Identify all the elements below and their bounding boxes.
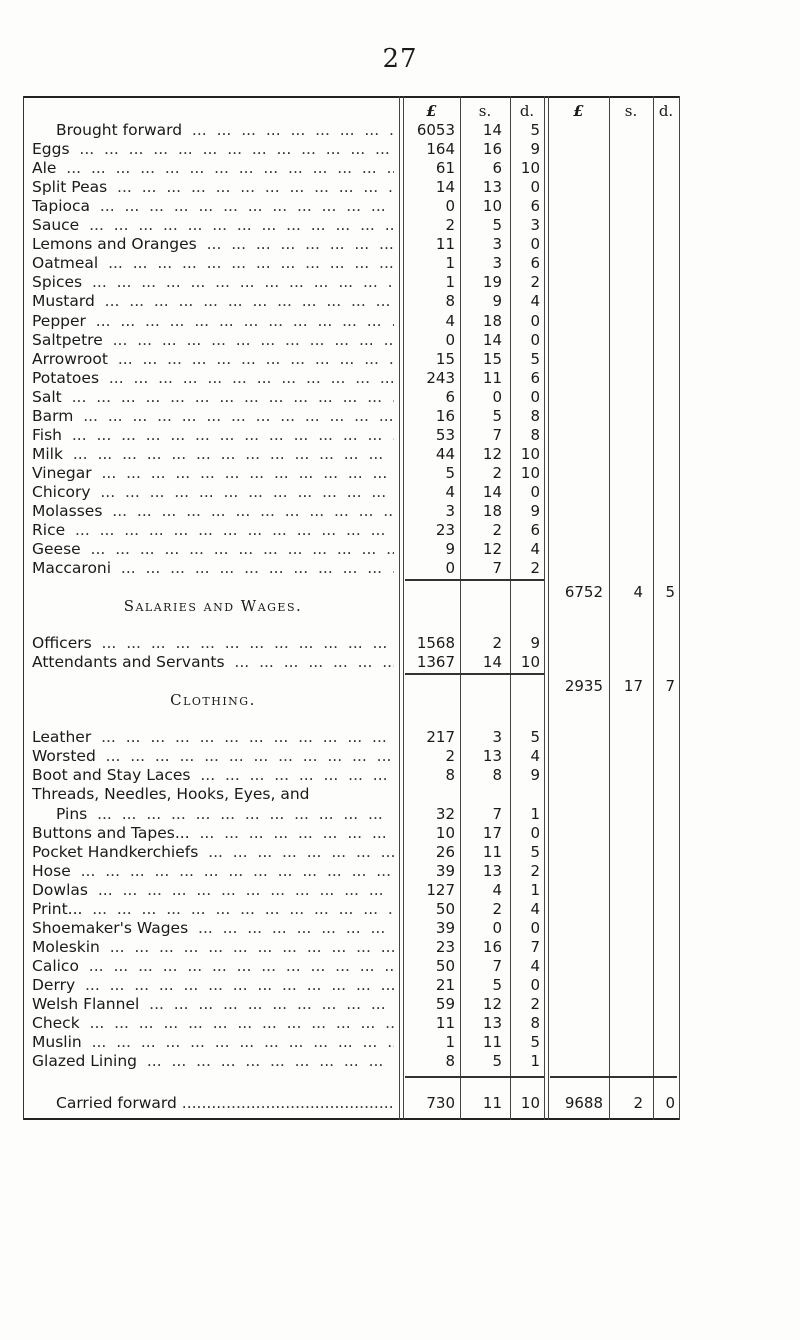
provisions-total-pence: 5 [665, 583, 675, 602]
salary-pence: 9 [530, 634, 540, 653]
carried-forward-total-shillings: 2 [633, 1094, 643, 1113]
provision-shillings: 13 [482, 178, 502, 197]
clothing-label: Leather ... [32, 728, 394, 746]
brought-forward-shillings: 14 [482, 121, 502, 139]
provision-pence: 9 [530, 502, 540, 520]
provision-shillings: 18 [482, 311, 502, 330]
clothing-label: Calico ... [32, 957, 394, 975]
header-pence-right: d. [658, 102, 674, 120]
provision-label: Vinegar ... [32, 464, 394, 482]
provision-pence: 0 [530, 178, 540, 197]
carried-forward-sub-shillings: 11 [482, 1094, 502, 1113]
provision-shillings: 3 [492, 235, 502, 254]
provision-pence: 0 [530, 387, 540, 406]
provision-shillings: 5 [492, 406, 502, 425]
provision-label: Fish ... [32, 426, 394, 444]
provision-pence: 6 [530, 254, 540, 273]
clothing-pounds: 8 [445, 1052, 455, 1071]
salaries-subtotal-rule [405, 673, 544, 675]
provision-pounds: 4 [445, 311, 455, 330]
provisions-total-shillings: 4 [633, 583, 643, 602]
header-pence-left: d. [519, 102, 535, 120]
provision-pence: 0 [530, 311, 540, 330]
provision-shillings: 6 [492, 159, 502, 178]
salary-shillings: 14 [482, 653, 502, 672]
salaries-heading: Salaries and Wages. [123, 597, 303, 616]
provision-pence: 8 [530, 425, 540, 444]
provision-pounds: 1 [445, 254, 455, 273]
clothing-pounds: 11 [435, 1014, 455, 1033]
provision-pence: 6 [530, 368, 540, 387]
clothing-label: Glazed Lining ... [32, 1052, 394, 1070]
provision-label: Rice ... [32, 521, 394, 539]
provision-label: Saltpetre ... [32, 331, 394, 349]
clothing-label: Shoemaker's Wages ... [32, 919, 394, 937]
provision-label: Barm ... [32, 407, 394, 425]
provision-pounds: 1 [445, 273, 455, 292]
salary-pence: 10 [520, 653, 540, 672]
provision-pence: 4 [530, 292, 540, 311]
provision-shillings: 18 [482, 502, 502, 520]
clothing-shillings: 5 [492, 975, 502, 994]
provision-pounds: 0 [445, 197, 455, 216]
clothing-label: Print... ... [32, 900, 394, 918]
provision-label: Lemons and Oranges ... [32, 235, 394, 253]
provision-pounds: 53 [435, 425, 455, 444]
clothing-shillings: 8 [492, 766, 502, 785]
carried-forward-total-pence: 0 [665, 1094, 675, 1113]
clothing-shillings: 0 [492, 918, 502, 937]
clothing-label: Welsh Flannel ... [32, 995, 394, 1013]
clothing-pence: 2 [530, 861, 540, 880]
provision-shillings: 12 [482, 444, 502, 463]
provision-shillings: 12 [482, 540, 502, 559]
provision-pence: 4 [530, 540, 540, 559]
brought-forward-label: Brought forward ... [56, 121, 394, 139]
clothing-shillings: 16 [482, 937, 502, 956]
header-shillings-right: s. [624, 102, 638, 120]
col-rule-right [679, 96, 680, 1120]
provision-pence: 5 [530, 349, 540, 368]
clothing-label: Buttons and Tapes... ... [32, 824, 394, 842]
clothing-pence: 8 [530, 1014, 540, 1033]
clothing-pounds: 21 [435, 975, 455, 994]
provision-pounds: 44 [435, 444, 455, 463]
header-pounds-left: £ [426, 102, 437, 120]
provision-shillings: 16 [482, 140, 502, 159]
clothing-pounds: 1 [445, 1033, 455, 1052]
clothing-pence: 4 [530, 899, 540, 918]
clothing-pounds: 39 [435, 861, 455, 880]
clothing-shillings: 3 [492, 728, 502, 747]
clothing-shillings: 7 [492, 804, 502, 823]
clothing-shillings: 13 [482, 1014, 502, 1033]
provision-pounds: 0 [445, 559, 455, 578]
provision-pounds: 3 [445, 502, 455, 520]
clothing-label: Derry ... [32, 976, 394, 994]
provision-shillings: 10 [482, 197, 502, 216]
header-pounds-right: £ [573, 102, 584, 120]
clothing-shillings: 5 [492, 1052, 502, 1071]
clothing-pence: 9 [530, 766, 540, 785]
provision-pounds: 15 [435, 349, 455, 368]
clothing-shillings: 17 [482, 823, 502, 842]
provision-pence: 0 [530, 482, 540, 501]
carried-forward-total-pounds: 9688 [564, 1094, 603, 1113]
salaries-total-pence: 7 [665, 677, 675, 696]
table-top-rule [23, 96, 680, 98]
salaries-total-pounds: 2935 [564, 677, 603, 696]
provision-pence: 2 [530, 273, 540, 292]
col-rule-pence [544, 96, 545, 1120]
provision-pounds: 243 [426, 368, 455, 387]
provision-shillings: 3 [492, 254, 502, 273]
clothing-label: Moleskin ... [32, 938, 394, 956]
clothing-pence: 0 [530, 823, 540, 842]
provision-shillings: 19 [482, 273, 502, 292]
provision-label: Chicory ... [32, 483, 394, 501]
clothing-pence: 5 [530, 728, 540, 747]
salary-label: Attendants and Servants ... [32, 653, 394, 671]
provision-label: Split Peas ... [32, 178, 394, 196]
provision-shillings: 7 [492, 425, 502, 444]
provision-pounds: 164 [426, 140, 455, 159]
clothing-pence: 2 [530, 995, 540, 1013]
provision-shillings: 9 [492, 292, 502, 311]
provision-label: Tapioca ... [32, 197, 394, 215]
provision-label: Potatoes ... [32, 369, 394, 387]
clothing-pence: 4 [530, 956, 540, 975]
clothing-shillings: 13 [482, 747, 502, 766]
clothing-shillings: 11 [482, 842, 502, 861]
provision-label: Mustard ... [32, 292, 394, 310]
provision-label: Spices ... [32, 273, 394, 291]
provision-pence: 10 [520, 463, 540, 482]
provision-label: Eggs ... [32, 140, 394, 158]
provision-pounds: 11 [435, 235, 455, 254]
clothing-pounds: 26 [435, 842, 455, 861]
provision-label: Geese ... [32, 540, 394, 558]
provision-shillings: 2 [492, 521, 502, 540]
provision-pounds: 16 [435, 406, 455, 425]
provision-pence: 0 [530, 330, 540, 349]
salaries-total-shillings: 17 [623, 677, 643, 696]
clothing-pence: 4 [530, 747, 540, 766]
clothing-pounds: 217 [426, 728, 455, 747]
provision-pence: 3 [530, 216, 540, 235]
provision-pence: 0 [530, 235, 540, 254]
clothing-pounds: 10 [435, 823, 455, 842]
provision-shillings: 14 [482, 482, 502, 501]
provision-shillings: 5 [492, 216, 502, 235]
provision-pounds: 14 [435, 178, 455, 197]
clothing-pounds: 2 [445, 747, 455, 766]
clothing-heading: Clothing. [170, 691, 256, 710]
clothing-pence: 1 [530, 1052, 540, 1071]
provisions-subtotal-rule [405, 579, 544, 581]
provision-label: Maccaroni ... [32, 559, 394, 577]
ledger-table [23, 96, 680, 1120]
clothing-pence: 1 [530, 880, 540, 899]
clothing-shillings: 11 [482, 1033, 502, 1052]
provision-pence: 10 [520, 159, 540, 178]
clothing-pounds: 23 [435, 937, 455, 956]
clothing-pence: 1 [530, 804, 540, 823]
provision-label: Oatmeal ... [32, 254, 394, 272]
brought-forward-pence: 5 [530, 121, 540, 139]
provision-label: Ale ... [32, 159, 394, 177]
clothing-pounds: 50 [435, 956, 455, 975]
provision-shillings: 15 [482, 349, 502, 368]
provision-label: Pepper ... [32, 312, 394, 330]
provision-shillings: 11 [482, 368, 502, 387]
table-bottom-rule [23, 1118, 680, 1120]
page-number: 27 [382, 44, 418, 74]
clothing-label: Pocket Handkerchiefs ... [32, 843, 394, 861]
provision-shillings: 0 [492, 387, 502, 406]
clothing-pounds: 32 [435, 804, 455, 823]
carried-forward-label: Carried forward ..... [56, 1094, 394, 1112]
clothing-shillings: 7 [492, 956, 502, 975]
clothing-label: Hose ... [32, 862, 394, 880]
header-shillings-left: s. [478, 102, 492, 120]
salary-pounds: 1367 [416, 653, 455, 672]
provision-label: Molasses ... [32, 502, 394, 520]
provision-pounds: 8 [445, 292, 455, 311]
provision-shillings: 7 [492, 559, 502, 578]
clothing-shillings: 2 [492, 899, 502, 918]
clothing-label: Check ... [32, 1014, 394, 1032]
provision-pence: 6 [530, 521, 540, 540]
clothing-pounds: 127 [426, 880, 455, 899]
clothing-shillings: 4 [492, 880, 502, 899]
provision-pounds: 6 [445, 387, 455, 406]
salary-pounds: 1568 [416, 634, 455, 653]
provision-pounds: 61 [435, 159, 455, 178]
grand-total-rule [550, 1076, 677, 1078]
clothing-pence: 5 [530, 842, 540, 861]
carried-forward-sub-pounds: 730 [426, 1094, 455, 1113]
provision-pounds: 0 [445, 330, 455, 349]
clothing-pence: 5 [530, 1033, 540, 1052]
provision-label: Sauce ... [32, 216, 394, 234]
clothing-label: Muslin ... [32, 1033, 394, 1051]
clothing-label: Worsted ... [32, 747, 394, 765]
clothing-pence: 0 [530, 975, 540, 994]
clothing-pounds: 39 [435, 918, 455, 937]
provision-label: Salt ... [32, 388, 394, 406]
provisions-total-pounds: 6752 [564, 583, 603, 602]
clothing-label: Threads, Needles, Hooks, Eyes, and [32, 785, 310, 804]
carried-forward-sub-pence: 10 [520, 1094, 540, 1113]
provision-label: Milk ... [32, 445, 394, 463]
clothing-label: Dowlas ... [32, 881, 394, 899]
clothing-pounds: 50 [435, 899, 455, 918]
provision-pounds: 4 [445, 482, 455, 501]
col-rule-total-pounds [609, 96, 610, 1120]
salary-label: Officers ... [32, 634, 394, 652]
brought-forward-pounds: 6053 [416, 121, 455, 139]
provision-pounds: 5 [445, 463, 455, 482]
clothing-shillings: 12 [482, 995, 502, 1013]
clothing-pounds: 8 [445, 766, 455, 785]
clothing-label-continuation: Pins ... [56, 805, 394, 823]
provision-shillings: 2 [492, 463, 502, 482]
clothing-pence: 7 [530, 937, 540, 956]
salary-shillings: 2 [492, 634, 502, 653]
col-rule-total-shillings [653, 96, 654, 1120]
provision-pounds: 9 [445, 540, 455, 559]
provision-pence: 10 [520, 444, 540, 463]
provision-pence: 9 [530, 140, 540, 159]
provision-label: Arrowroot ... [32, 350, 394, 368]
clothing-subtotal-rule [405, 1076, 544, 1078]
col-rule-pence-double [548, 96, 549, 1120]
provision-shillings: 14 [482, 330, 502, 349]
clothing-shillings: 13 [482, 861, 502, 880]
provision-pence: 8 [530, 406, 540, 425]
provision-pence: 6 [530, 197, 540, 216]
clothing-pence: 0 [530, 918, 540, 937]
clothing-pounds: 59 [435, 995, 455, 1013]
provision-pence: 2 [530, 559, 540, 578]
clothing-label: Boot and Stay Laces ... [32, 766, 394, 784]
provision-pounds: 2 [445, 216, 455, 235]
provision-pounds: 23 [435, 521, 455, 540]
